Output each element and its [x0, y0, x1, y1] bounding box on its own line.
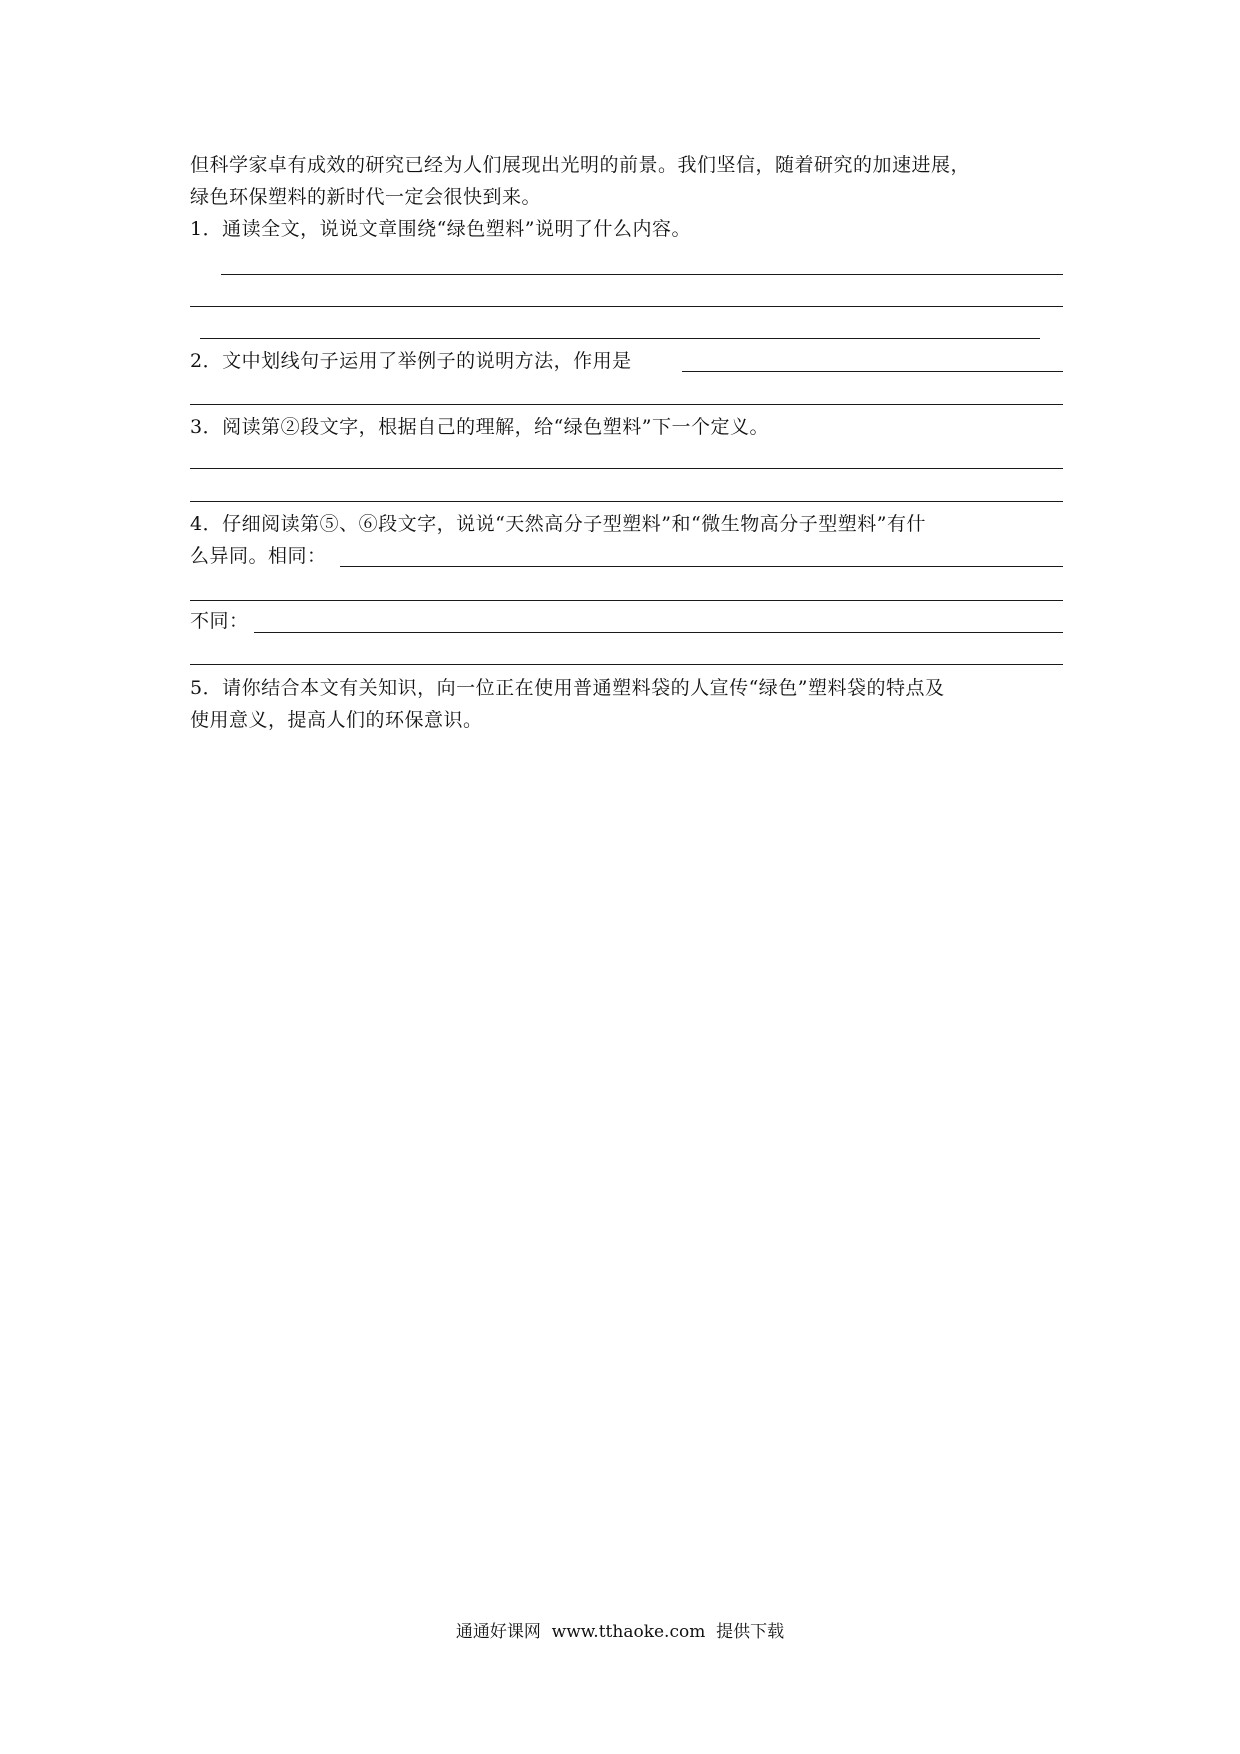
answer-line-q1-b [190, 306, 1063, 307]
answer-line-q2-b [190, 404, 1063, 405]
answer-line-q3-b [190, 501, 1063, 502]
answer-line-q2-inline [682, 371, 1063, 372]
footer-source: 通通好课网 www.tthaoke.com 提供下载 [455, 1622, 785, 1642]
question-5-line-1: 5．请你结合本文有关知识，向一位正在使用普通塑料袋的人宣传“绿色”塑料袋的特点及 [190, 677, 945, 699]
question-2: 2．文中划线句子运用了举例子的说明方法，作用是 [190, 350, 632, 372]
question-1: 1．通读全文，说说文章围绕“绿色塑料”说明了什么内容。 [190, 218, 692, 240]
question-4-diff-label: 不同： [190, 610, 249, 632]
answer-line-q3-a [190, 468, 1063, 469]
answer-line-q4-diff-b [190, 664, 1063, 665]
answer-line-q4-diff [254, 632, 1063, 633]
question-4-line-2: 么异同。相同： [190, 545, 327, 567]
answer-line-q4-same-b [190, 600, 1063, 601]
answer-line-q1-c [200, 338, 1040, 339]
question-5-line-2: 使用意义，提高人们的环保意识。 [190, 709, 483, 731]
answer-line-q4-same [340, 566, 1063, 567]
intro-line-1: 但科学家卓有成效的研究已经为人们展现出光明的前景。我们坚信，随着研究的加速进展， [190, 154, 971, 176]
intro-line-2: 绿色环保塑料的新时代一定会很快到来。 [190, 186, 542, 208]
question-3: 3．阅读第②段文字，根据自己的理解，给“绿色塑料”下一个定义。 [190, 416, 770, 438]
question-4-line-1: 4．仔细阅读第⑤、⑥段文字，说说“天然高分子型塑料”和“微生物高分子型塑料”有什 [190, 513, 926, 535]
answer-line-q1-a [221, 274, 1063, 275]
